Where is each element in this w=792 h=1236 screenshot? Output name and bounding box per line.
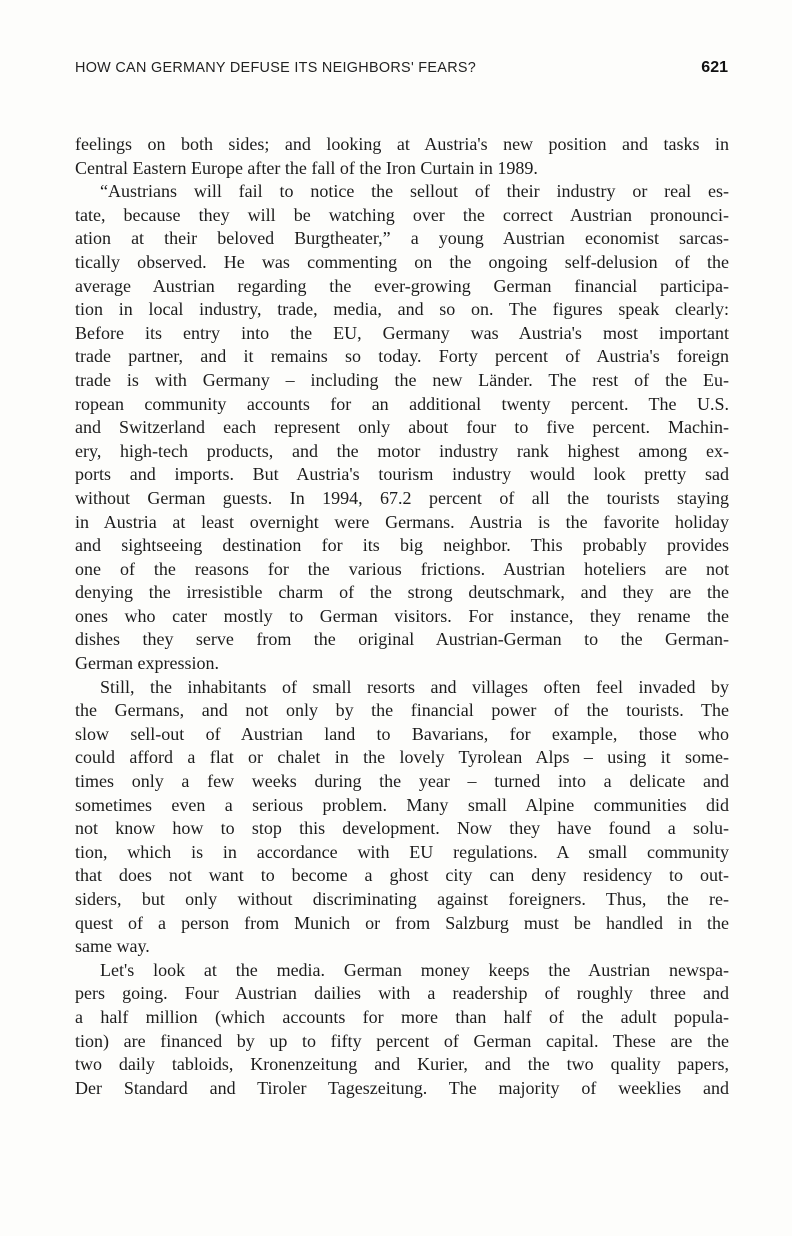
text-line: ports and imports. But Austria's tourism industry would look pretty sad (75, 464, 729, 485)
running-title: HOW CAN GERMANY DEFUSE ITS NEIGHBORS' FEARS? (75, 60, 477, 76)
text-line: without German guests. In 1994, 67.2 percent of all the tourists staying (75, 487, 729, 508)
text-line: a half million (which accounts for more than half of the adult popula- (75, 1006, 729, 1027)
text-line: tion) are financed by up to fifty percent of German capital. These are the (75, 1030, 729, 1051)
running-head (75, 60, 728, 84)
text-line: Still, the inhabitants of small resorts and villages often feel invaded by (100, 676, 729, 697)
text-line: trade partner, and it remains so today. Forty percent of Austria's foreign (75, 346, 729, 367)
text-line: tion, which is in accordance with EU regulations. A small community (75, 841, 729, 862)
text-line: denying the irresistible charm of the strong deutschmark, and they are the (75, 582, 729, 603)
text-line: slow sell-out of Austrian land to Bavarians, for example, those who (75, 723, 729, 744)
text-line: Before its entry into the EU, Germany was Austria's most important (75, 322, 729, 343)
page-number: 621 (701, 59, 728, 76)
text-line: tate, because they will be watching over the correct Austrian pronounci- (75, 204, 729, 225)
text-line: not know how to stop this development. Now they have found a solu- (75, 818, 729, 839)
text-line: in Austria at least overnight were Germans. Austria is the favorite holiday (75, 511, 729, 532)
text-line: trade is with Germany – including the new Länder. The rest of the Eu- (75, 369, 729, 390)
text-line: “Austrians will fail to notice the sellout of their industry or real es- (100, 181, 729, 202)
text-line: German expression. (75, 653, 219, 674)
text-line: siders, but only without discriminating against foreigners. Thus, the re- (75, 889, 729, 909)
text-line: same way. (75, 936, 150, 957)
text-line: Let's look at the media. German money keeps the Austrian newspa- (100, 959, 729, 980)
text-line: and Switzerland each represent only about four to five percent. Machin- (75, 417, 729, 438)
text-line: times only a few weeks during the year – turned into a delicate and (75, 771, 729, 792)
text-line: one of the reasons for the various frictions. Austrian hoteliers are not (75, 558, 729, 579)
text-line: ones who cater mostly to German visitors. For instance, they rename the (75, 605, 729, 626)
text-line: quest of a person from Munich or from Salzburg must be handled in the (75, 912, 729, 933)
text-line: pers going. Four Austrian dailies with a readership of roughly three and (75, 983, 729, 1004)
text-line: Central Eastern Europe after the fall of the Iron Curtain in 1989. (75, 157, 538, 178)
text-line: ation at their beloved Burgtheater,” a young Austrian economist sarcas- (75, 228, 729, 249)
body-text (75, 133, 729, 1100)
text-line: that does not want to become a ghost city can deny residency to out- (75, 865, 729, 886)
text-line: ropean community accounts for an additional twenty percent. The U.S. (75, 393, 729, 414)
text-line: average Austrian regarding the ever-growing German financial participa- (75, 275, 729, 296)
text-line: Der Standard and Tiroler Tageszeitung. The majority of weeklies and (75, 1077, 729, 1098)
text-line: feelings on both sides; and looking at Austria's new position and tasks in (75, 134, 729, 154)
text-line: could afford a flat or chalet in the lovely Tyrolean Alps – using it some- (75, 747, 729, 768)
text-line: dishes they serve from the original Austrian-German to the German- (75, 629, 729, 650)
text-line: two daily tabloids, Kronenzeitung and Kurier, and the two quality papers, (75, 1054, 729, 1075)
text-line: tion in local industry, trade, media, and so on. The figures speak clearly: (75, 299, 729, 320)
text-line: sometimes even a serious problem. Many small Alpine communities did (75, 794, 729, 815)
text-line: the Germans, and not only by the financial power of the tourists. The (75, 700, 729, 721)
text-line: tically observed. He was commenting on the ongoing self-delusion of the (75, 251, 729, 272)
text-line: and sightseeing destination for its big neighbor. This probably provides (75, 535, 729, 556)
text-line: ery, high-tech products, and the motor industry rank highest among ex- (75, 440, 729, 461)
